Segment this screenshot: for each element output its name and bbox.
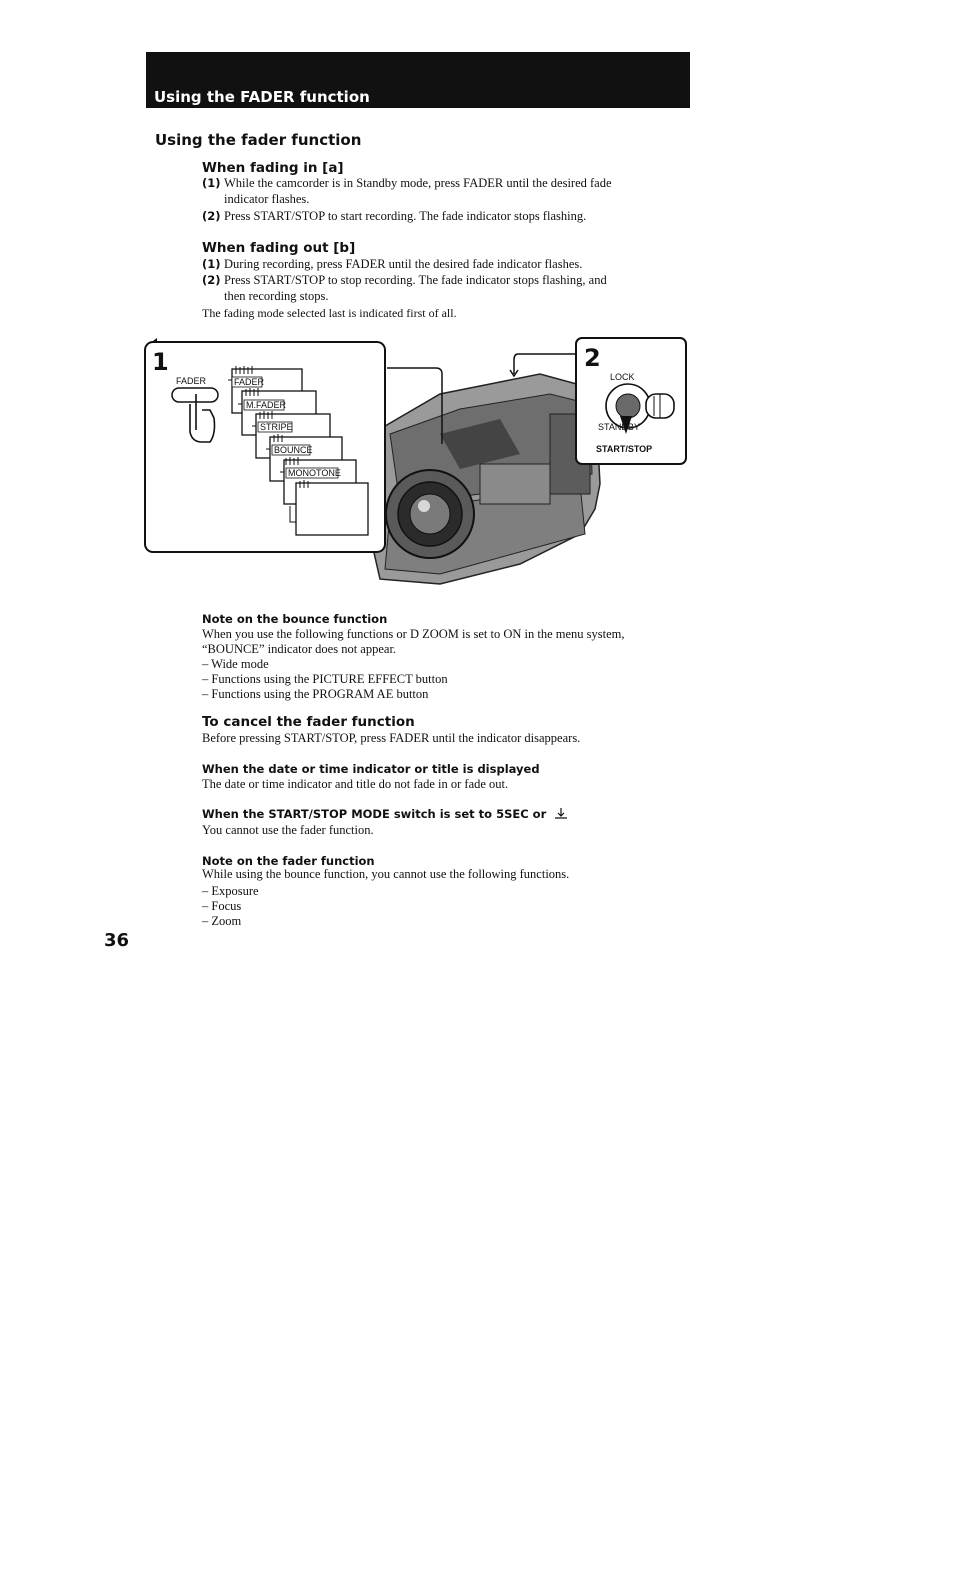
list-item: – Focus bbox=[202, 899, 242, 913]
list-item: – Wide mode bbox=[202, 657, 269, 671]
list-item: – Zoom bbox=[202, 914, 242, 928]
date-time-text: The date or time indicator and title do not fade in or fade out. bbox=[202, 777, 509, 791]
fade-out-step-2 bbox=[202, 272, 682, 304]
start-stop-label: START/STOP bbox=[596, 444, 653, 454]
bounce-note-text bbox=[202, 627, 682, 657]
fader-illustration bbox=[140, 334, 696, 596]
fade-in-step-1 bbox=[202, 175, 682, 207]
list-item: – Functions using the PROGRAM AE button bbox=[202, 687, 429, 701]
step-text-continued: indicator flashes. bbox=[224, 192, 310, 206]
mode-label-monotone: MONOTONE bbox=[288, 468, 341, 478]
mode-label-m-fader: M.FADER bbox=[246, 400, 287, 410]
fading-mode-note: The fading mode selected last is indicated first of all. bbox=[202, 306, 457, 320]
page-number: 36 bbox=[104, 930, 130, 951]
fader-note-text: While using the bounce function, you cannot use the following functions. bbox=[202, 867, 570, 881]
bounce-note-list bbox=[202, 657, 448, 702]
bounce-note-line-2: “BOUNCE” indicator does not appear. bbox=[202, 642, 397, 656]
fader-note-list bbox=[202, 884, 259, 929]
fade-out-step-1 bbox=[202, 256, 682, 272]
fade-in-heading: When fading in [a] bbox=[202, 160, 344, 176]
cancel-heading: To cancel the fader function bbox=[202, 714, 415, 730]
fade-in-step-2 bbox=[202, 208, 682, 224]
mode-label-fader: FADER bbox=[234, 377, 265, 387]
step-number: (2) bbox=[202, 209, 221, 223]
step-text: During recording, press FADER until the desired fade indicator flashes. bbox=[224, 257, 583, 271]
list-item: – Functions using the PICTURE EFFECT button bbox=[202, 672, 448, 686]
step-text: While the camcorder is in Standby mode, press FADER until the desired fade bbox=[224, 176, 612, 190]
step-1-number: 1 bbox=[152, 348, 169, 376]
fader-note-heading: Note on the fader function bbox=[202, 854, 375, 868]
mode-label-bounce: BOUNCE bbox=[274, 445, 313, 455]
section-title: Using the fader function bbox=[155, 131, 362, 149]
step-text-continued: then recording stops. bbox=[224, 289, 329, 303]
cancel-text: Before pressing START/STOP, press FADER until the indicator disappears. bbox=[202, 731, 581, 745]
fader-button-label: FADER bbox=[176, 376, 207, 386]
step-number: (1) bbox=[202, 176, 221, 190]
lock-label: LOCK bbox=[610, 372, 635, 382]
fader-button-icon bbox=[172, 388, 218, 402]
camcorder-illustration bbox=[372, 374, 600, 584]
step-2-number: 2 bbox=[584, 344, 601, 372]
date-time-heading: When the date or time indicator or title is displayed bbox=[202, 762, 540, 776]
list-item: – Exposure bbox=[202, 884, 259, 898]
start-stop-mode-text: You cannot use the fader function. bbox=[202, 823, 374, 837]
step-text: Press START/STOP to start recording. The fade indicator stops flashing. bbox=[224, 209, 587, 223]
step-number: (2) bbox=[202, 273, 221, 287]
step-number: (1) bbox=[202, 257, 221, 271]
banner-title: Using the FADER function bbox=[154, 88, 370, 106]
mode-label-stripe: STRIPE bbox=[260, 422, 293, 432]
standby-label: STANDBY bbox=[598, 422, 640, 432]
start-stop-mode-heading bbox=[202, 807, 568, 821]
continuous-mode-icon bbox=[554, 807, 568, 819]
start-stop-mode-heading-text: When the START/STOP MODE switch is set to 5SEC or bbox=[202, 807, 547, 821]
section-banner bbox=[146, 52, 690, 108]
bounce-note-heading: Note on the bounce function bbox=[202, 612, 388, 626]
step-text: Press START/STOP to stop recording. The fade indicator stops flashing, and bbox=[224, 273, 607, 287]
fade-out-heading: When fading out [b] bbox=[202, 240, 356, 256]
bounce-note-line-1: When you use the following functions or D ZOOM is set to ON in the menu system, bbox=[202, 627, 625, 641]
